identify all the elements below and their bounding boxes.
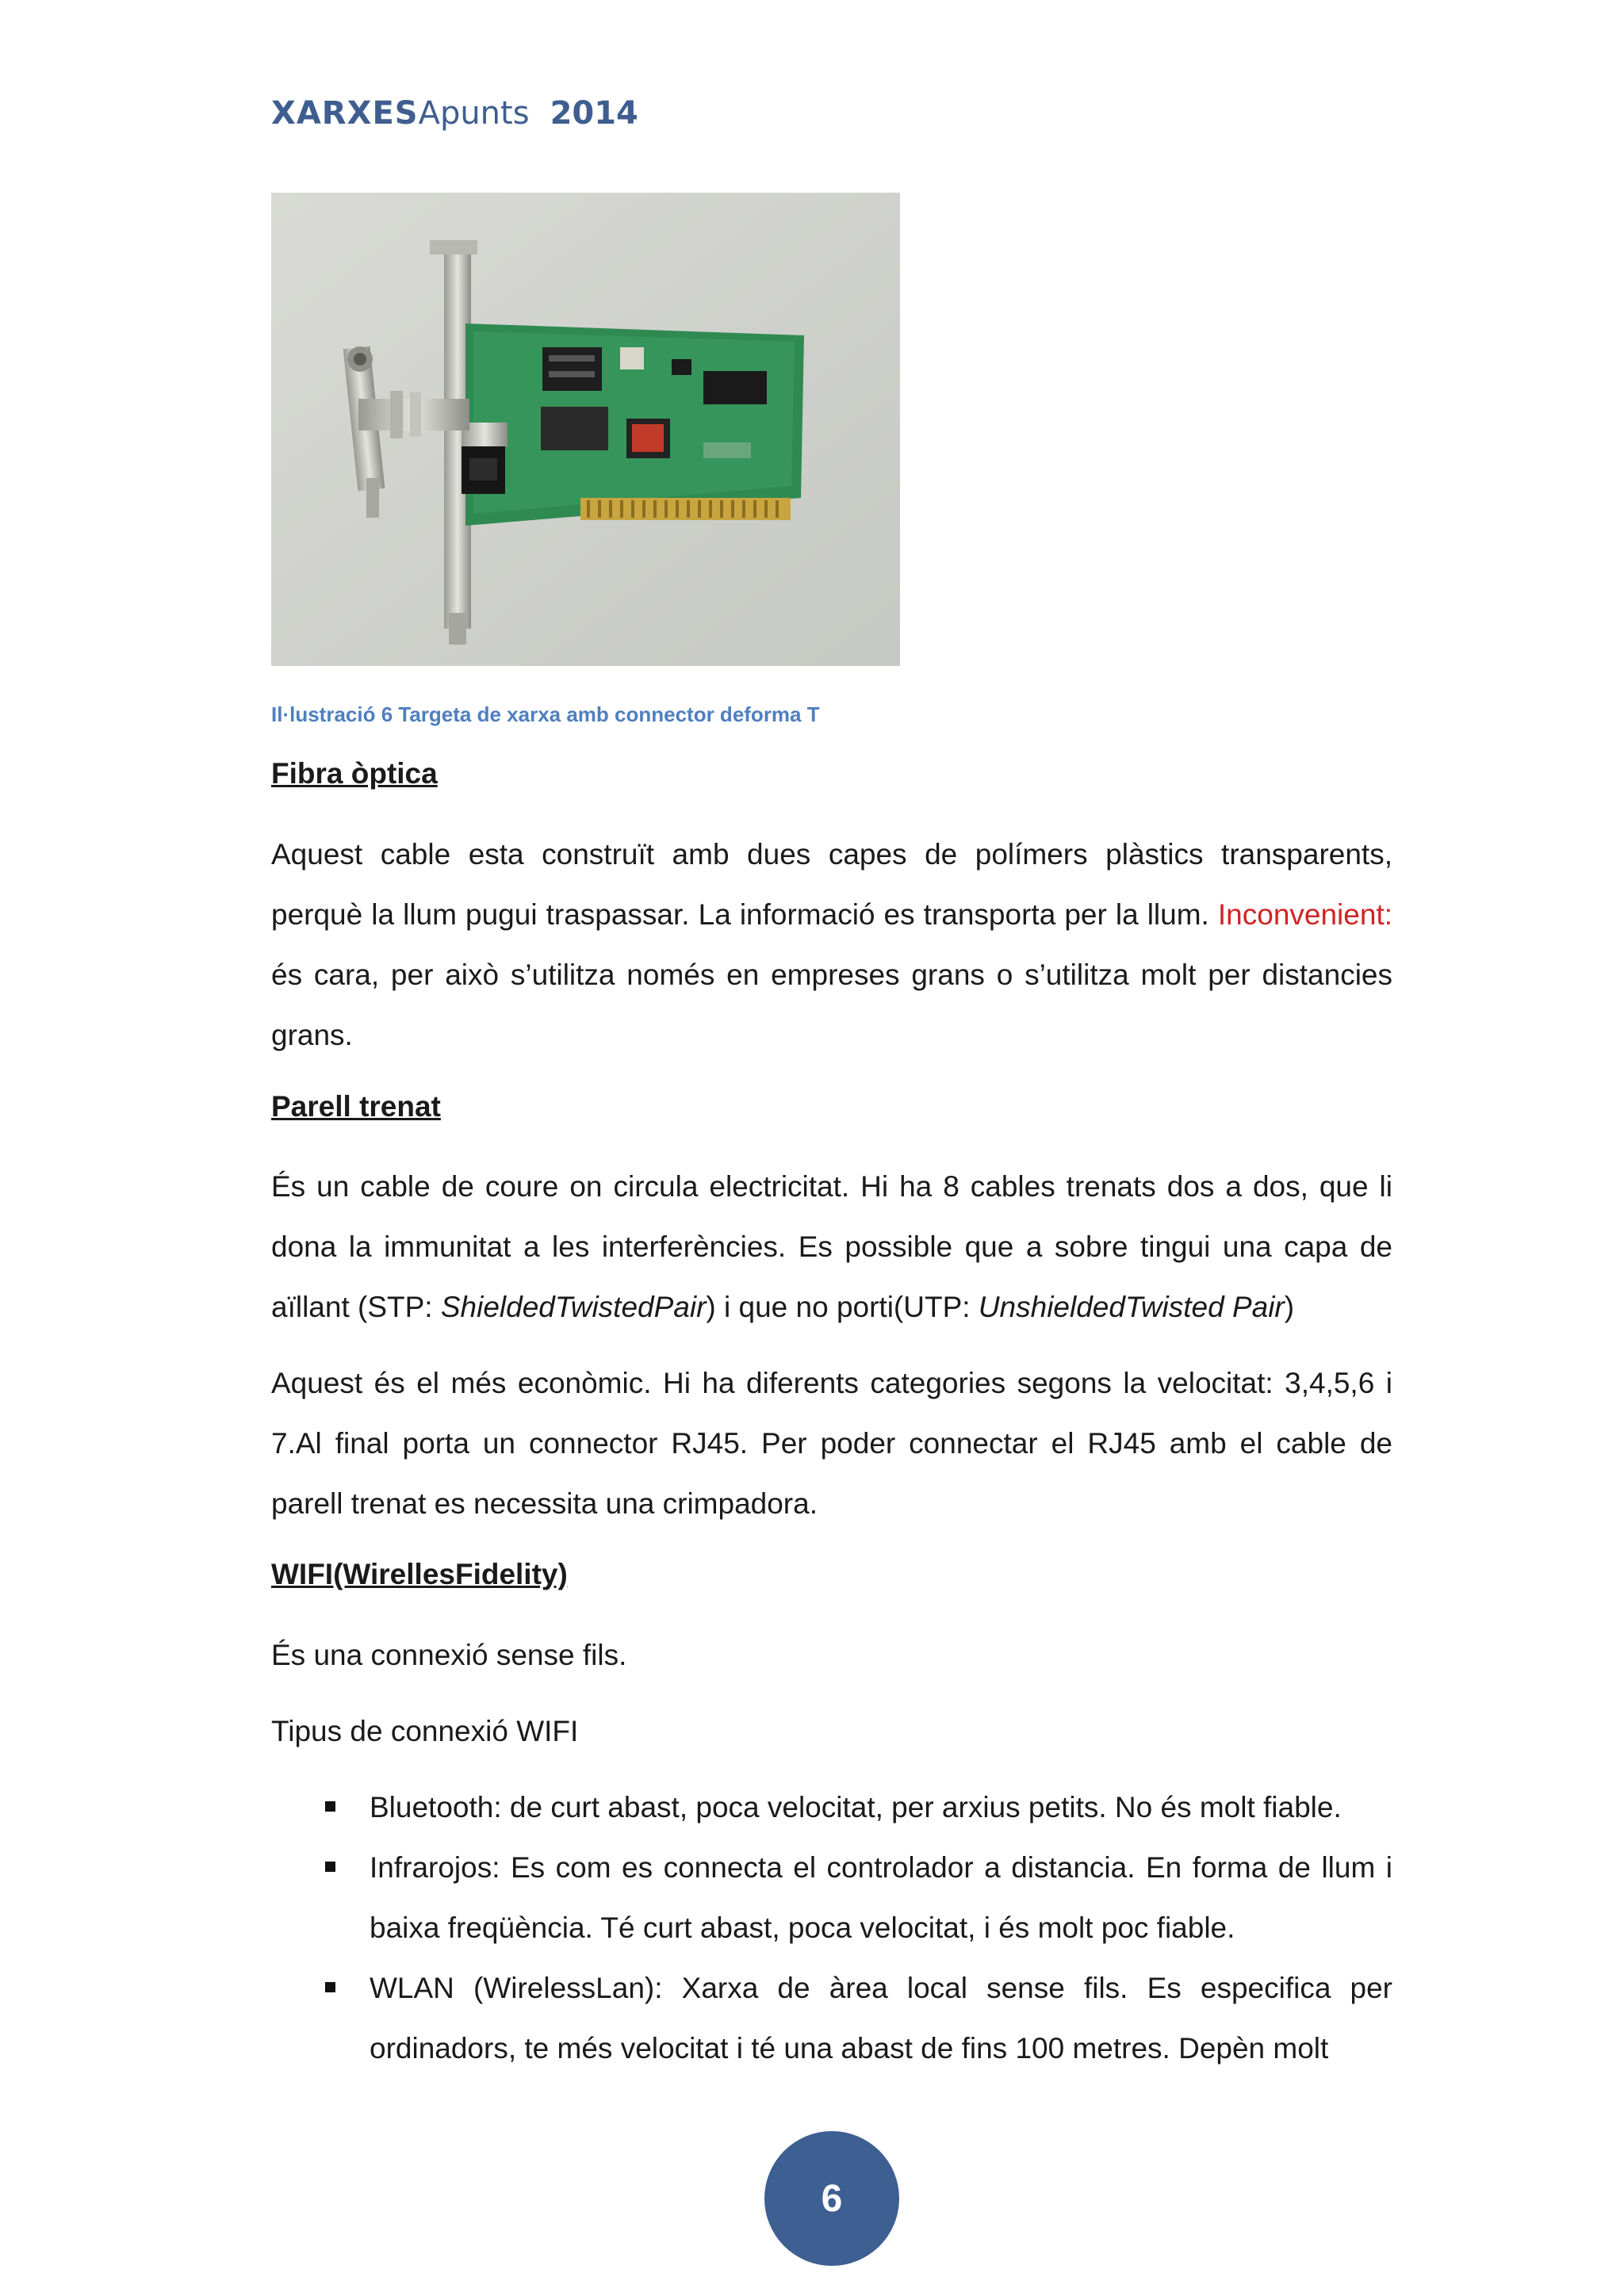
- page-number-badge: [764, 2131, 899, 2266]
- square-bullet-icon: [325, 1982, 335, 1992]
- inconvenient-label: Inconvenient:: [1217, 898, 1392, 931]
- utp-term: UnshieldedTwisted Pair: [978, 1291, 1285, 1323]
- list-item-text: Bluetooth: de curt abast, poca velocitat, per arxius petits. No és molt fiable.: [370, 1791, 1342, 1823]
- square-bullet-icon: [325, 1862, 335, 1872]
- fibra-text-a: Aquest cable esta construït amb dues capes de polímers plàstics transparents, perquè la llum pugui traspassar. La informació es transporta per la llum.: [271, 838, 1392, 931]
- list-item-text: Infrarojos: Es com es connecta el controlador a distancia. En forma de llum i baixa freqüència. Té curt abast, poca velocitat, i és molt poc fiable.: [370, 1851, 1392, 1944]
- heading-parell-trenat: Parell trenat: [271, 1090, 441, 1123]
- heading-fibra-optica: Fibra òptica: [271, 757, 438, 790]
- paragraph-fibra: [271, 825, 1392, 1066]
- paragraph-wifi-1: És una connexió sense fils.: [271, 1639, 627, 1671]
- fibra-text-b: és cara, per això s’utilitza només en empreses grans o s’utilitza molt per distancies grans.: [271, 959, 1392, 1051]
- paragraph-parell-1: [271, 1157, 1392, 1337]
- header-year: 2014: [550, 95, 638, 132]
- stp-term: ShieldedTwistedPair: [440, 1291, 707, 1323]
- network-card-photo: [271, 193, 900, 666]
- document-header: [271, 95, 638, 143]
- list-item-text: WLAN (WirelessLan): Xarxa de àrea local sense fils. Es especifica per ordinadors, te més velocitat i té una abast de fins 100 metres. Depèn molt: [370, 1972, 1392, 2064]
- paragraph-wifi-2: Tipus de connexió WIFI: [271, 1715, 579, 1747]
- paragraph-parell-2: Aquest és el més econòmic. Hi ha diferents categories segons la velocitat: 3,4,5,6 i 7.Al final porta un connector RJ45. Per poder connectar el RJ45 amb el cable de parell trenat es necessita una crimpadora.: [271, 1367, 1392, 1520]
- parell-text-c: ): [1284, 1291, 1295, 1323]
- parell-text-b: ) i que no porti(UTP:: [706, 1291, 979, 1323]
- page-number: 6: [821, 2177, 843, 2220]
- list-item: [271, 1958, 1392, 2079]
- parell-text-a: És un cable de coure on circula electricitat. Hi ha 8 cables trenats dos a dos, que li dona la immunitat a les interferències. Es possible que a sobre tingui una capa de aïllant (STP:: [271, 1170, 1392, 1323]
- heading-wifi: WIFI(WirellesFidelity): [271, 1558, 568, 1590]
- list-item: [271, 1777, 1392, 1838]
- header-brand-bold: XARXES: [271, 95, 419, 132]
- list-item: [271, 1838, 1392, 1958]
- wifi-types-list: [271, 1777, 1392, 2079]
- square-bullet-icon: [325, 1801, 335, 1812]
- figure-caption: Il·lustració 6 Targeta de xarxa amb connector deforma T: [271, 702, 820, 726]
- header-brand-light: Apunts: [418, 95, 530, 132]
